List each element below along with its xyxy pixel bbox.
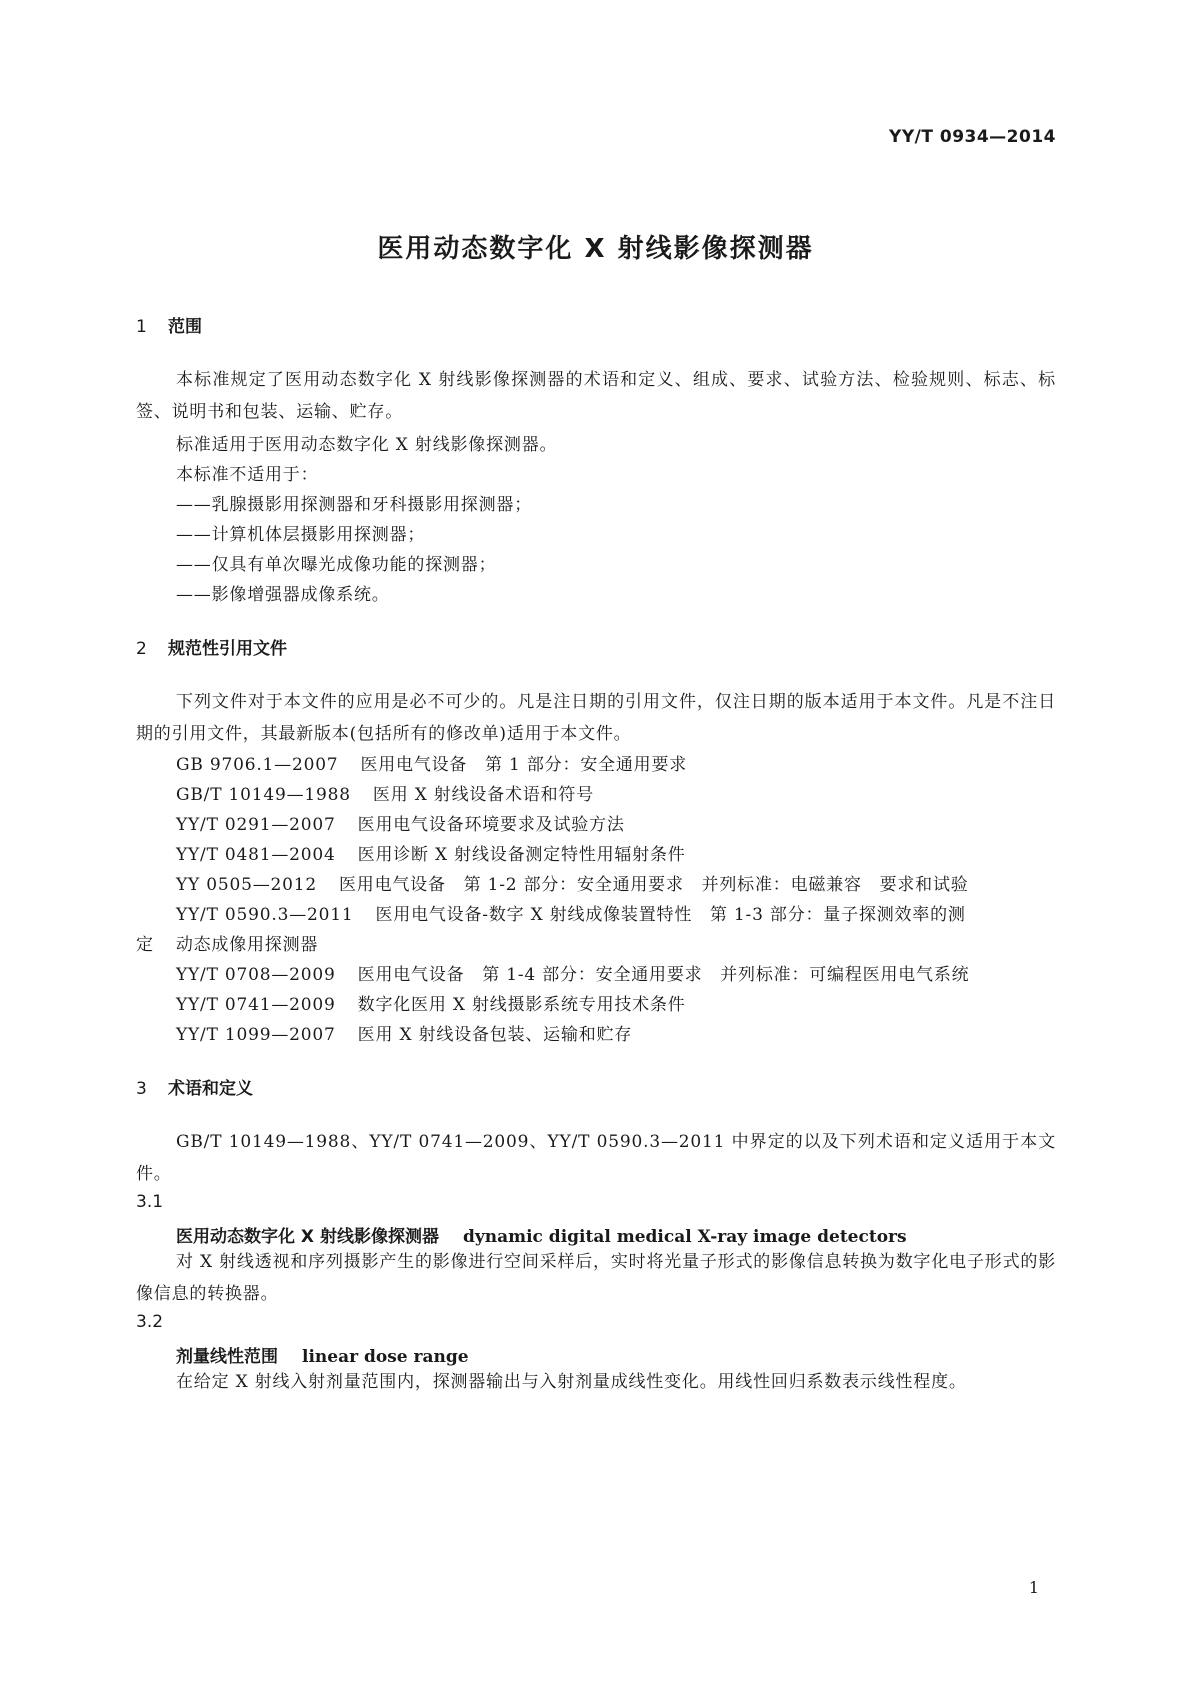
term-definition: 在给定 X 射线入射剂量范围内，探测器输出与入射剂量成线性变化。用线性回归系数表示线性程度。 [176,1372,967,1392]
section-number: 2 [136,639,147,659]
section-3-intro: GB/T 10149—1988、YY/T 0741—2009、YY/T 0590.3—2011 中界定的以及下列术语和定义适用于本文件。 [136,1132,1056,1184]
exclusion-item: ——影像增强器成像系统。 [176,585,390,605]
section-2-intro: 下列文件对于本文件的应用是必不可少的。凡是注日期的引用文件，仅注日期的版本适用于本文件。凡是不注日期的引用文件，其最新版本(包括所有的修改单)适用于本文件。 [136,692,1056,744]
reference-item [176,840,686,865]
section-title: 规范性引用文件 [168,639,287,659]
standard-code: YY/T 0934—2014 [889,127,1056,147]
reference-item [176,900,966,925]
reference-title: 医用电气设备-数字 X 射线成像装置特性 第 1-3 部分：量子探测效率的测 [375,905,966,925]
section-number: 1 [136,317,147,337]
exclusion-item: ——仅具有单次曝光成像功能的探测器； [176,555,497,575]
reference-code: YY/T 0590.3—2011 [176,905,354,925]
reference-code: YY/T 0481—2004 [176,845,336,865]
document-title: 医用动态数字化 X 射线影像探测器 [377,234,814,264]
reference-code: GB 9706.1—2007 [176,755,339,775]
reference-item-continuation [136,930,318,955]
reference-item [176,780,594,805]
section-1-para-1: 本标准规定了医用动态数字化 X 射线影像探测器的术语和定义、组成、要求、试验方法、检验规则、标志、标签、说明书和包装、运输、贮存。 [136,370,1056,422]
reference-title: 医用电气设备 第 1-2 部分：安全通用要求 并列标准：电磁兼容 要求和试验 [338,875,969,895]
reference-code: YY/T 1099—2007 [176,1025,336,1045]
reference-item [176,870,969,895]
section-title: 术语和定义 [168,1079,253,1099]
term-heading [176,1342,469,1367]
section-3-heading [136,1074,253,1099]
reference-item [176,960,969,985]
term-definition: 对 X 射线透视和序列摄影产生的影像进行空间采样后，实时将光量子形式的影像信息转换为数字化电子形式的影像信息的转换器。 [136,1252,1056,1304]
term-number: 3.2 [136,1312,164,1332]
term-name-en: linear dose range [302,1347,469,1367]
reference-code: YY/T 0741—2009 [176,995,336,1015]
section-1-para-2: 标准适用于医用动态数字化 X 射线影像探测器。 [176,435,558,455]
section-1-heading [136,312,202,337]
reference-title: 医用诊断 X 射线设备测定特性用辐射条件 [357,845,686,865]
reference-code: YY/T 0291—2007 [176,815,336,835]
reference-code: YY/T 0708—2009 [176,965,336,985]
page-number: 1 [1028,1578,1039,1597]
reference-item [176,990,686,1015]
term-heading [176,1222,907,1247]
term-name-zh: 医用动态数字化 X 射线影像探测器 [176,1227,439,1247]
reference-title: 数字化医用 X 射线摄影系统专用技术条件 [357,995,686,1015]
reference-title: 医用电气设备环境要求及试验方法 [357,815,625,835]
reference-item [176,810,625,835]
term-name-en: dynamic digital medical X-ray image detectors [462,1227,907,1247]
reference-code: 定 [136,935,154,955]
reference-title: 医用 X 射线设备术语和符号 [372,785,595,805]
reference-code: YY 0505—2012 [176,875,317,895]
reference-title: 动态成像用探测器 [175,935,319,955]
reference-title: 医用电气设备 第 1 部分：安全通用要求 [360,755,688,775]
reference-item [176,1020,632,1045]
reference-code: GB/T 10149—1988 [176,785,351,805]
term-number: 3.1 [136,1192,164,1212]
term-name-zh: 剂量线性范围 [176,1347,278,1367]
section-title: 范围 [168,317,202,337]
exclusion-item: ——乳腺摄影用探测器和牙科摄影用探测器； [176,495,532,515]
exclusion-item: ——计算机体层摄影用探测器； [176,525,426,545]
section-2-heading [136,634,287,659]
section-number: 3 [136,1079,147,1099]
reference-item [176,750,687,775]
section-1-para-3: 本标准不适用于： [176,465,319,485]
reference-title: 医用 X 射线设备包装、运输和贮存 [357,1025,633,1045]
reference-title: 医用电气设备 第 1-4 部分：安全通用要求 并列标准：可编程医用电气系统 [357,965,970,985]
